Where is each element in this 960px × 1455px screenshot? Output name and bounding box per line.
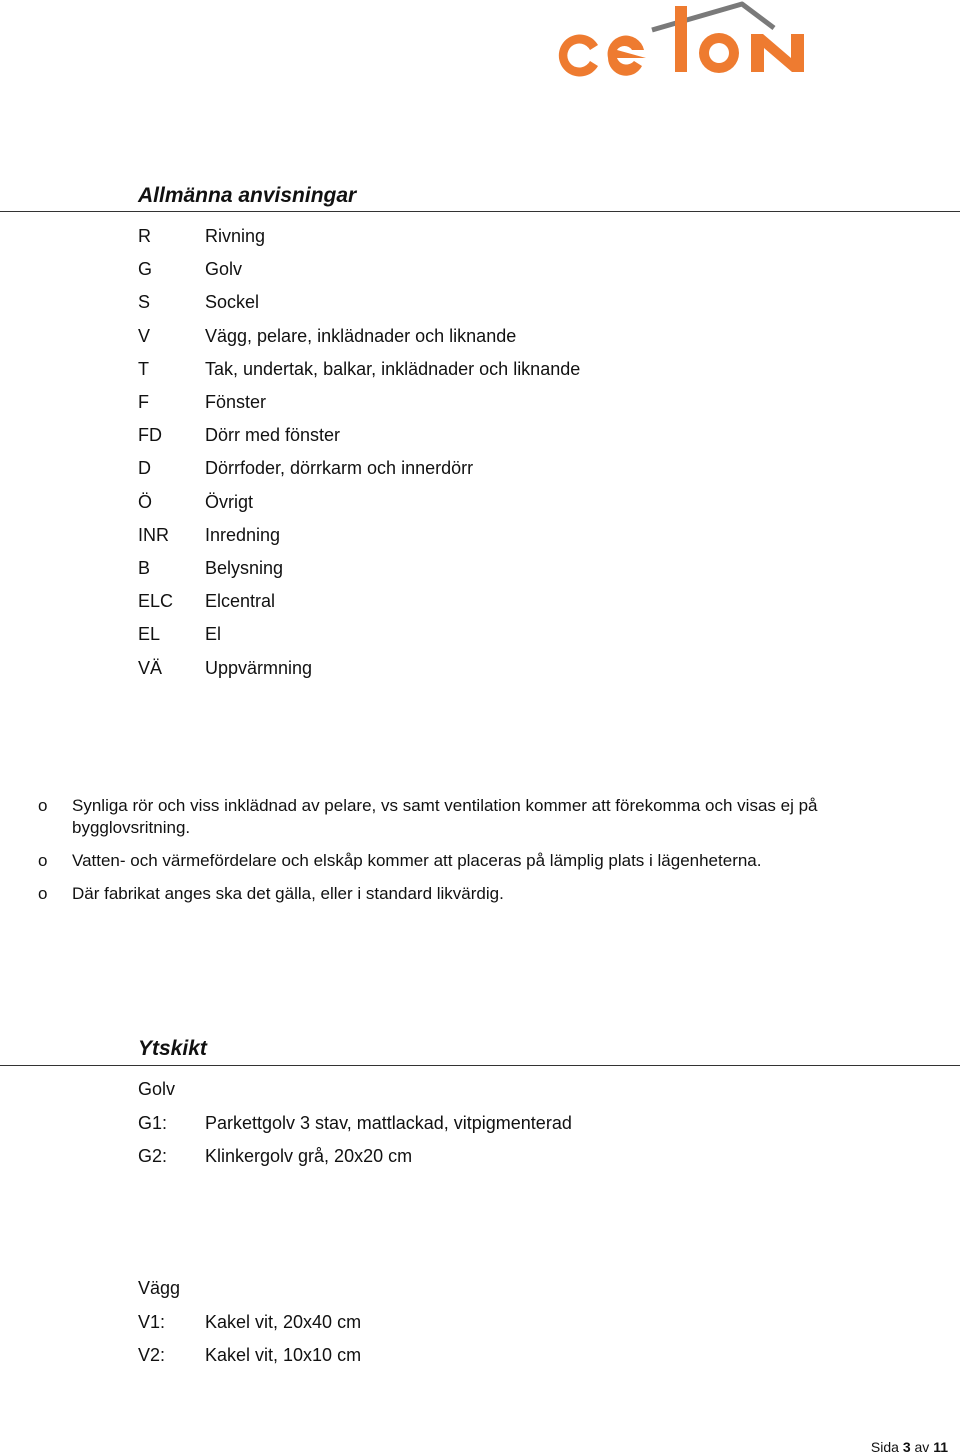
description: Dörrfoder, dörrkarm och innerdörr [205,458,474,479]
celon-logo [552,0,814,82]
description: El [205,624,222,645]
code: F [138,392,149,412]
wordmark-shapes [559,6,804,77]
note-text: Vatten- och värmefördelare och elskåp kommer att placeras på lämplig plats i lägenheterna. [72,851,762,870]
roof-icon [652,4,774,30]
code: VÄ [138,657,163,678]
description: Inredning [205,524,281,545]
description: Dörr med fönster [205,425,341,446]
description: Klinkergolv grå, 20x20 cm [205,1146,413,1166]
wall-group-label: Vägg [138,1278,181,1298]
code: B [138,558,151,578]
code: V2: [138,1345,166,1365]
description: Fönster [205,392,267,412]
section-title-surfaces: Ytskikt [138,1037,207,1060]
celon-logo-graphic [552,0,814,82]
description: Elcentral [205,591,276,612]
code: R [138,226,151,246]
note-text: Där fabrikat anges ska det gälla, eller i standard likvärdig. [72,884,504,903]
description: Tak, undertak, balkar, inklädnader och liknande [205,358,581,379]
section-divider [0,1065,960,1066]
section-title-general: Allmänna anvisningar [138,184,357,207]
description: Sockel [205,292,260,313]
description: Vägg, pelare, inklädnader och liknande [205,325,517,346]
description: Belysning [205,558,284,578]
code: FD [138,425,162,446]
code: ELC [138,591,174,612]
section-divider [0,211,960,212]
description: Rivning [205,226,266,246]
code: V1: [138,1312,166,1332]
description: Uppvärmning [205,657,313,678]
code: S [138,292,151,313]
bullet-marker: o [38,884,48,903]
page-footer [871,1439,948,1455]
bullet-marker: o [38,851,48,870]
code: G1: [138,1113,168,1133]
code: T [138,358,149,379]
page-label: Sida [870,1439,899,1455]
code: Ö [138,491,153,512]
page-separator: av [914,1439,930,1455]
page-number: 3 [902,1439,911,1455]
bullet-marker: o [38,796,48,815]
code: V [138,325,151,346]
note-text: Synliga rör och viss inklädnad av pelare, vs samt ventilation kommer att förekomma och visas ej på bygglovsritning. [72,796,818,837]
code: INR [138,524,169,545]
code: G [138,259,153,280]
description: Övrigt [205,491,254,512]
description: Golv [205,259,243,280]
floor-group-label: Golv [138,1079,176,1099]
code: D [138,458,151,479]
code: G2: [138,1146,168,1166]
code: EL [138,624,161,645]
description: Parkettgolv 3 stav, mattlackad, vitpigmenterad [205,1113,572,1133]
description: Kakel vit, 10x10 cm [205,1345,362,1365]
page-total: 11 [933,1439,948,1455]
description: Kakel vit, 20x40 cm [205,1312,362,1332]
